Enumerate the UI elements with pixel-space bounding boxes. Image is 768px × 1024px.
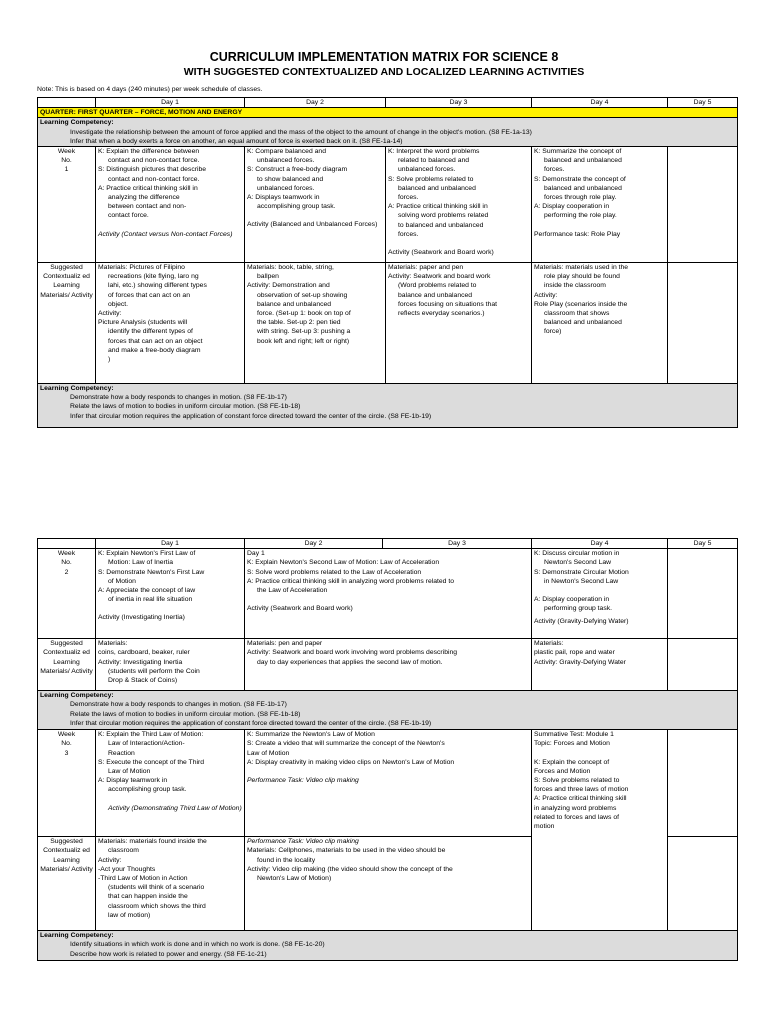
day4-materials [532, 263, 668, 384]
material-line: Activity: Demonstration and [247, 282, 330, 290]
material-line: (Word problems related to [398, 282, 477, 290]
matrix-table-weeks-2-3 [37, 538, 738, 961]
material-line: Picture Analysis (students will [98, 319, 188, 327]
day5-cell [668, 730, 738, 837]
material-line: that can happen inside the [108, 893, 188, 901]
material-line: Activity: Seatwork and board work [388, 273, 491, 281]
objective-line: balanced and unbalanced [544, 184, 622, 192]
day4-materials [532, 639, 668, 691]
material-line: with string. Set-up 3: pushing a [257, 328, 351, 336]
objective-line: K: Explain the difference between [98, 148, 200, 156]
learning-competency-label: Learning Competency: [40, 119, 114, 127]
objective-line: K: Explain Newton's First Law of [98, 550, 196, 558]
material-line: Materials: paper and pen [388, 264, 464, 272]
week-cell [38, 147, 96, 263]
objective-line: of inertia in real life situation [108, 596, 193, 604]
activity-title: Performance task: Role Play [534, 230, 621, 238]
material-line: found in the locality [257, 856, 316, 864]
objective-line: S: Construct a free-body diagram [247, 166, 348, 174]
objective-line: S: Create a video that will summarize the concept of the Newton's [247, 740, 445, 748]
material-line: Activity: Investigating Inertia [98, 658, 183, 666]
objective-line: forces. [398, 230, 419, 238]
objective-line: A: Practice critical thinking skill in [98, 184, 198, 192]
objective-line: S: Demonstrate Circular Motion [534, 568, 629, 576]
material-line: classroom [108, 847, 139, 855]
day-header: Day 5 [668, 539, 738, 549]
material-line: Materials: materials used in the [534, 264, 629, 272]
objective-line: between contact and non- [108, 203, 187, 211]
learning-competency-block [38, 931, 738, 961]
document-subtitle: WITH SUGGESTED CONTEXTUALIZED AND LOCALIZED LEARNING ACTIVITIES [183, 66, 585, 78]
objective-line: analyzing the difference [108, 194, 180, 202]
objective-line: forces. [544, 166, 565, 174]
objective-line: A: Practice critical thinking skill in [388, 203, 488, 211]
material-line: of forces that can act on an [108, 291, 190, 299]
material-line: day to day experiences that applies the second law of motion. [257, 658, 443, 666]
objective-line: A: Practice critical thinking skill [534, 795, 627, 803]
material-line: Activity: Seatwork and board work involving word problems describing [247, 649, 458, 657]
material-line: law of motion) [108, 911, 151, 919]
day-header: Day 1 [96, 539, 245, 549]
week-label: Week [57, 731, 76, 739]
header-corner [38, 539, 96, 549]
day4-objectives [532, 549, 668, 639]
objective-line: K: Summarize the Newton's Law of Motion [247, 731, 375, 739]
objective-line: performing group task. [544, 605, 613, 613]
material-line: Role Play (scenarios inside the [534, 300, 628, 308]
material-line: Materials: materials found inside the [98, 838, 207, 846]
objective-line: the Law of Acceleration [257, 587, 328, 595]
material-line: classroom which shows the third [108, 902, 206, 910]
objective-line: Law of Interaction/Action- [108, 740, 185, 748]
day-header: Day 3 [383, 539, 532, 549]
objective-line: K: Summarize the concept of [534, 148, 622, 156]
objective-line: S: Distinguish pictures that describe [98, 166, 207, 174]
objective-line: unbalanced forces. [257, 184, 315, 192]
day2-3-objectives [245, 549, 532, 639]
material-line: ballpen [257, 273, 279, 281]
material-line: ) [108, 356, 111, 364]
day2-3-objectives [245, 730, 532, 837]
day2-materials [245, 263, 386, 384]
day2-objectives [245, 147, 386, 263]
objective-line: S: Solve word problems related to the Law of Acceleration [247, 568, 422, 576]
material-line: Materials: Pictures of Filipino [98, 264, 185, 272]
material-line: forces that can act on an object [108, 337, 203, 345]
week-cell [38, 549, 96, 639]
material-line: balance and unbalanced [257, 300, 332, 308]
objective-line: forces and three laws of motion [534, 786, 629, 794]
day-header: Day 4 [532, 539, 668, 549]
material-line: Drop & Stack of Coins) [108, 677, 178, 685]
objective-line: related to forces and laws of [534, 813, 620, 821]
activity-title: Activity (Balanced and Unbalanced Forces) [247, 221, 378, 229]
objective-line: S: Demonstrate the concept of [534, 175, 626, 183]
objective-line: to show balanced and [257, 175, 324, 183]
day5-cell [668, 837, 738, 931]
objective-line: Law of Motion [247, 749, 290, 757]
competency-item: Identify situations in which work is done and in which no work is done. (S8 FE-1c-20) [70, 941, 325, 949]
material-line: forces focusing on situations that [398, 300, 497, 308]
material-line: classroom that shows [544, 310, 610, 318]
objective-line: Law of Motion [108, 768, 151, 776]
objective-line: S: Solve problems related to [534, 777, 620, 785]
day5-cell [668, 639, 738, 691]
objective-line: Reaction [108, 749, 135, 757]
day1-materials [96, 263, 245, 384]
day5-cell [668, 549, 738, 639]
material-line: balance and unbalanced [398, 291, 473, 299]
objective-line: A: Display cooperation in [534, 596, 610, 604]
objective-line: in Newton's Second Law [544, 577, 619, 585]
material-line: and make a free-body diagram [108, 346, 201, 354]
material-line: role play should be found [544, 273, 620, 281]
quarter-banner: QUARTER: FIRST QUARTER – FORCE, MOTION AND ENERGY [38, 108, 738, 118]
matrix-table-weeks-1 [37, 97, 738, 428]
material-line: -Act your Thoughts [98, 865, 156, 873]
material-line: Materials: [98, 640, 128, 648]
material-line: Materials: Cellphones, materials to be used in the video should be [247, 847, 446, 855]
learning-competency-label: Learning Competency: [40, 932, 114, 940]
day-header: Day 1 [96, 98, 245, 108]
activity-title: Activity (Contact versus Non-contact Forces) [98, 230, 233, 238]
objective-line: performing the role play. [544, 212, 617, 220]
objective-line: accomplishing group task. [108, 786, 187, 794]
objective-line: K: Explain Newton's Second Law of Motion: Law of Acceleration [247, 559, 440, 567]
suggested-materials-label: Suggested Contextualiz ed Learning Materials/ Activity [38, 263, 96, 384]
competency-item: Infer that circular motion requires the application of constant force directed toward the center of the circle. (S8 FE-1b-19) [70, 719, 432, 727]
header-corner [38, 98, 96, 108]
material-line: reflects everyday scenarios.) [398, 310, 485, 318]
material-line: Materials: [534, 640, 564, 648]
document-title: CURRICULUM IMPLEMENTATION MATRIX FOR SCIENCE 8 [209, 50, 559, 64]
day5-cell [668, 147, 738, 263]
objective-line: A: Display creativity in making video clips on Newton's Law of Motion [247, 758, 455, 766]
material-line: inside the classroom [544, 282, 606, 290]
day1-objectives [96, 147, 245, 263]
material-line: Materials: pen and paper [247, 640, 323, 648]
material-line: plastic pail, rope and water [534, 649, 615, 657]
material-line: Newton's Law of Motion) [257, 875, 332, 883]
activity-title: Activity (Gravity-Defying Water) [534, 618, 629, 626]
day1-objectives [96, 549, 245, 639]
objective-line: balanced and unbalanced [544, 157, 622, 165]
activity-title: Activity (Seatwork and Board work) [388, 249, 494, 257]
objective-line: contact and non-contact force. [108, 175, 200, 183]
day-header: Day 2 [245, 98, 386, 108]
material-line: Activity: Gravity-Defying Water [534, 658, 626, 666]
objective-line: A: Displays teamwork in [247, 194, 320, 202]
material-line: book left and right; left or right) [257, 337, 350, 345]
objective-line: in analyzing word problems [534, 804, 617, 812]
material-line: Activity: [534, 291, 558, 299]
day2-3-materials [245, 837, 532, 931]
day-header-row [38, 98, 738, 108]
day5-cell [668, 263, 738, 384]
objective-line: Day 1 [247, 550, 265, 558]
objective-line: solving word problems related [398, 212, 489, 220]
material-line: -Third Law of Motion in Action [98, 875, 188, 883]
day-header: Day 3 [386, 98, 532, 108]
week-label: Week [57, 148, 76, 156]
material-line: force. (Set-up 1: book on top of [257, 310, 351, 318]
material-line: Materials: book, table, string, [247, 264, 334, 272]
objective-line: contact force. [108, 212, 149, 220]
material-line: object. [108, 300, 129, 308]
material-line: force) [544, 328, 562, 336]
day2-3-materials [245, 639, 532, 691]
objective-line: Forces and Motion [534, 767, 591, 775]
objective-line: Motion: Law of Inertia [108, 559, 173, 567]
activity-title: Activity (Investigating Inertia) [98, 614, 185, 622]
objective-line: K: Explain the concept of [534, 758, 610, 766]
learning-competency-block [38, 384, 738, 428]
objective-line: Summative Test: Module 1 [534, 731, 614, 739]
week-no-label: No. [61, 157, 72, 165]
week-cell [38, 730, 96, 837]
day-header: Day 5 [668, 98, 738, 108]
objective-line: to balanced and unbalanced [398, 221, 484, 229]
objective-line: Topic: Forces and Motion [534, 740, 610, 748]
learning-competency-label: Learning Competency: [40, 692, 114, 700]
competency-item: Investigate the relationship between the amount of force applied and the mass of the object to the amount of change in the object's motion. (S8 FE-1a-13) [70, 128, 532, 136]
objective-line: Newton's Second Law [544, 559, 612, 567]
objective-line: K: Discuss circular motion in [534, 550, 620, 558]
learning-competency-label: Learning Competency: [40, 385, 114, 393]
material-line: lahi, etc.) showing different types [108, 282, 207, 290]
competency-item: Infer that when a body exerts a force on another, an equal amount of force is exerted back on it. (S8 FE-1a-14) [70, 137, 403, 145]
objective-line: K: Explain the Third Law of Motion: [98, 731, 204, 739]
material-line: identify the different types of [108, 328, 193, 336]
material-line: coins, cardboard, beaker, ruler [98, 649, 190, 657]
objective-line: forces through role play. [544, 194, 617, 202]
day3-materials [386, 263, 532, 384]
day-header: Day 2 [245, 539, 383, 549]
material-line: (students will think of a scenario [108, 884, 205, 892]
objective-line: S: Demonstrate Newton's First Law [98, 568, 205, 576]
competency-item: Infer that circular motion requires the application of constant force directed toward the center of the circle. (S8 FE-1b-19) [70, 412, 432, 420]
competency-item: Describe how work is related to power and energy. (S8 FE-1c-21) [70, 950, 267, 958]
learning-competency-block [38, 118, 738, 147]
activity-title: Performance Task: Video clip making [247, 777, 359, 785]
material-line: Activity: Video clip making (the video should show the concept of the [247, 865, 453, 873]
material-line: Activity: [98, 856, 122, 864]
material-line: the table. Set-up 2: pen tied [257, 319, 341, 327]
competency-item: Relate the laws of motion to bodies in uniform circular motion. (S8 FE-1b-18) [70, 710, 301, 718]
objective-line: related to balanced and [398, 157, 470, 165]
activity-title: Activity (Seatwork and Board work) [247, 605, 353, 613]
competency-item: Demonstrate how a body responds to changes in motion. (S8 FE-1b-17) [70, 394, 287, 402]
material-line: balanced and unbalanced [544, 319, 622, 327]
week-no-label: No. [61, 559, 72, 567]
material-line: observation of set-up showing [257, 291, 348, 299]
week-no-label: No. [61, 740, 72, 748]
day1-objectives [96, 730, 245, 837]
suggested-materials-label: Suggested Contextualiz ed Learning Materials/ Activity [38, 837, 96, 931]
day1-materials [96, 639, 245, 691]
schedule-note: Note: This is based on 4 days (240 minutes) per week schedule of classes. [37, 86, 263, 93]
material-line: Performance Task: Video clip making [247, 838, 359, 846]
objective-line: accomplishing group task. [257, 203, 336, 211]
day4-objectives [532, 730, 668, 931]
objective-line: A: Appreciate the concept of law [98, 587, 196, 595]
competency-item: Demonstrate how a body responds to changes in motion. (S8 FE-1b-17) [70, 701, 287, 709]
week-number: 2 [64, 568, 69, 576]
competency-item: Relate the laws of motion to bodies in uniform circular motion. (S8 FE-1b-18) [70, 403, 301, 411]
suggested-materials-label: Suggested Contextualiz ed Learning Materials/ Activity [38, 639, 96, 691]
day1-materials [96, 837, 245, 931]
week-number: 1 [64, 166, 69, 174]
week-label: Week [57, 550, 76, 558]
objective-line: A: Display cooperation in [534, 203, 610, 211]
objective-line: motion [534, 823, 555, 831]
objective-line: K: Compare balanced and [247, 148, 326, 156]
objective-line: K: Interpret the word problems [388, 148, 480, 156]
week-number: 3 [64, 749, 69, 757]
learning-competency-block [38, 691, 738, 730]
objective-line: S: Solve problems related to [388, 175, 474, 183]
objective-line: contact and non-contact force. [108, 157, 200, 165]
material-line: (students will perform the Coin [108, 667, 200, 675]
objective-line: forces. [398, 194, 419, 202]
day4-objectives [532, 147, 668, 263]
objective-line: S: Execute the concept of the Third [98, 758, 205, 766]
day-header-row [38, 539, 738, 549]
objective-line: A: Practice critical thinking skill in analyzing word problems related to [247, 577, 455, 585]
material-line: Activity: [98, 310, 122, 318]
objective-line: unbalanced forces. [398, 166, 456, 174]
day3-objectives [386, 147, 532, 263]
objective-line: balanced and unbalanced [398, 184, 476, 192]
day-header: Day 4 [532, 98, 668, 108]
objective-line: A: Display teamwork in [98, 777, 168, 785]
objective-line: unbalanced forces. [257, 157, 315, 165]
activity-title: Activity (Demonstrating Third Law of Motion) [108, 804, 242, 812]
objective-line: of Motion [108, 577, 136, 585]
material-line: recreations (kite flying, laro ng [108, 273, 199, 281]
